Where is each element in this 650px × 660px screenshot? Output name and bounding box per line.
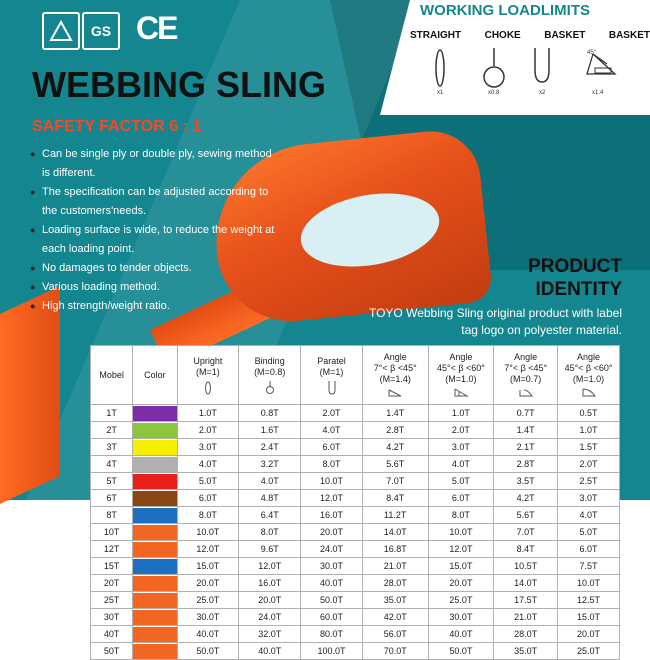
paratel-icon <box>327 381 337 395</box>
a2-cell: 8.0T <box>428 507 494 524</box>
angled-basket-sling-icon <box>585 46 625 90</box>
binding-cell: 20.0T <box>239 592 301 609</box>
a4-cell: 0.5T <box>558 405 620 422</box>
a1-cell: 1.4T <box>362 405 428 422</box>
a3-cell: 0.7T <box>494 405 558 422</box>
a1-cell: 42.0T <box>362 609 428 626</box>
feature-item: ● Loading surface is wide, to reduce the weight at each loading point. <box>32 221 282 259</box>
working-loadlimits-title: WORKING LOADLIMITS <box>420 2 590 19</box>
header-angle1 <box>362 346 428 405</box>
mode-label: BASKET <box>608 30 650 41</box>
binding-cell: 2.4T <box>239 439 301 456</box>
table-row <box>91 558 620 575</box>
header-binding <box>239 346 301 405</box>
color-swatch <box>133 593 176 608</box>
angle-basket-icon <box>581 388 597 398</box>
warning-triangle-icon <box>49 20 73 42</box>
feature-item: ● Various loading method. <box>32 278 282 297</box>
upright-cell: 30.0T <box>177 609 239 626</box>
header-angle4-m: (M=1.0) <box>572 374 605 384</box>
a3-cell: 8.4T <box>494 541 558 558</box>
paratel-cell: 10.0T <box>301 473 363 490</box>
upright-icon <box>203 381 213 395</box>
paratel-cell: 30.0T <box>301 558 363 575</box>
color-cell <box>133 541 177 558</box>
header-angle2-range: 45°< β <60° <box>436 363 485 373</box>
product-identity-description: TOYO Webbing Sling original product with label tag logo on polyester material. <box>368 306 622 337</box>
a1-cell: 4.2T <box>362 439 428 456</box>
header-angle3-m: (M=0.7) <box>510 374 542 384</box>
model-cell: 25T <box>91 592 133 609</box>
header-angle2 <box>428 346 494 405</box>
color-swatch <box>133 644 176 659</box>
a1-cell: 8.4T <box>362 490 428 507</box>
a4-cell: 15.0T <box>558 609 620 626</box>
upright-cell: 1.0T <box>177 405 239 422</box>
color-swatch <box>133 457 176 472</box>
choke-sling-icon <box>482 46 506 90</box>
mode-label: BASKET <box>544 30 586 41</box>
color-swatch <box>133 423 176 438</box>
header-angle1-m: (M=1.4) <box>379 374 411 384</box>
binding-cell: 16.0T <box>239 575 301 592</box>
table-row <box>91 490 620 507</box>
header-angle1-range: 7°< β <45° <box>373 363 417 373</box>
a3-cell: 14.0T <box>494 575 558 592</box>
color-cell <box>133 507 177 524</box>
header-angle3-range: 7°< β <45° <box>504 363 548 373</box>
loadlimit-modes <box>410 30 650 41</box>
angle-hitch-icon <box>387 388 403 398</box>
table-row <box>91 439 620 456</box>
table-row <box>91 422 620 439</box>
factor-label: x1 <box>437 90 444 96</box>
a4-cell: 12.5T <box>558 592 620 609</box>
a2-cell: 4.0T <box>428 456 494 473</box>
upright-cell: 15.0T <box>177 558 239 575</box>
binding-icon <box>265 381 275 395</box>
a3-cell: 2.8T <box>494 456 558 473</box>
table-header-row <box>91 346 620 405</box>
feature-item: ● Can be single ply or double ply, sewing method is different. <box>32 145 282 183</box>
upright-cell: 12.0T <box>177 541 239 558</box>
model-cell: 50T <box>91 643 133 660</box>
upright-cell: 25.0T <box>177 592 239 609</box>
a4-cell: 4.0T <box>558 507 620 524</box>
upright-cell: 4.0T <box>177 456 239 473</box>
paratel-cell: 8.0T <box>301 456 363 473</box>
binding-cell: 12.0T <box>239 558 301 575</box>
upright-cell: 5.0T <box>177 473 239 490</box>
upright-cell: 20.0T <box>177 575 239 592</box>
color-swatch <box>133 440 176 455</box>
header-upright <box>177 346 239 405</box>
a1-cell: 5.6T <box>362 456 428 473</box>
color-cell <box>133 558 177 575</box>
binding-cell: 9.6T <box>239 541 301 558</box>
a4-cell: 10.0T <box>558 575 620 592</box>
binding-cell: 4.0T <box>239 473 301 490</box>
color-swatch <box>133 610 176 625</box>
color-swatch <box>133 525 176 540</box>
table-row <box>91 643 620 660</box>
a3-cell: 17.5T <box>494 592 558 609</box>
model-cell: 15T <box>91 558 133 575</box>
color-swatch <box>133 627 176 642</box>
upright-cell: 40.0T <box>177 626 239 643</box>
a1-cell: 7.0T <box>362 473 428 490</box>
angle-label: 45° <box>587 50 597 56</box>
binding-cell: 4.8T <box>239 490 301 507</box>
certification-logo <box>42 12 80 50</box>
header-upright-m: (M=1) <box>196 366 220 377</box>
model-cell: 10T <box>91 524 133 541</box>
color-cell <box>133 609 177 626</box>
color-swatch <box>133 406 176 421</box>
binding-cell: 8.0T <box>239 524 301 541</box>
paratel-cell: 6.0T <box>301 439 363 456</box>
a1-cell: 28.0T <box>362 575 428 592</box>
specification-table <box>90 345 620 660</box>
a3-cell: 5.6T <box>494 507 558 524</box>
a2-cell: 10.0T <box>428 524 494 541</box>
table-row <box>91 473 620 490</box>
factor-label: x0.8 <box>488 90 500 96</box>
safety-factor: SAFETY FACTOR 6 : 1 <box>32 118 202 135</box>
table-row <box>91 609 620 626</box>
basket-sling-icon <box>530 46 554 90</box>
a3-cell: 4.2T <box>494 490 558 507</box>
paratel-cell: 20.0T <box>301 524 363 541</box>
header-angle4-range: 45°< β <60° <box>564 363 613 373</box>
a3-cell: 10.5T <box>494 558 558 575</box>
binding-cell: 1.6T <box>239 422 301 439</box>
header-binding-label: Binding <box>254 355 285 366</box>
a2-cell: 25.0T <box>428 592 494 609</box>
feature-item: ● High strength/weight ratio. <box>32 297 282 316</box>
a1-cell: 2.8T <box>362 422 428 439</box>
a3-cell: 3.5T <box>494 473 558 490</box>
paratel-cell: 100.0T <box>301 643 363 660</box>
a2-cell: 40.0T <box>428 626 494 643</box>
a2-cell: 50.0T <box>428 643 494 660</box>
angle-basket-icon <box>518 388 534 398</box>
header-paratel-m: (M=1) <box>319 366 344 377</box>
product-identity-title <box>470 255 622 301</box>
table-row <box>91 592 620 609</box>
color-cell <box>133 524 177 541</box>
model-cell: 2T <box>91 422 133 439</box>
feature-list <box>32 145 282 316</box>
table-row <box>91 405 620 422</box>
paratel-cell: 2.0T <box>301 405 363 422</box>
mode-label: CHOKE <box>484 30 521 41</box>
a4-cell: 1.5T <box>558 439 620 456</box>
model-cell: 40T <box>91 626 133 643</box>
a2-cell: 6.0T <box>428 490 494 507</box>
paratel-cell: 80.0T <box>301 626 363 643</box>
model-cell: 12T <box>91 541 133 558</box>
product-identity-line1: PRODUCT <box>528 256 622 277</box>
a4-cell: 25.0T <box>558 643 620 660</box>
a4-cell: 7.5T <box>558 558 620 575</box>
header-paratel-label: Paratel <box>317 355 346 366</box>
table-row <box>91 575 620 592</box>
factor-label: x2 <box>539 90 546 96</box>
a1-cell: 14.0T <box>362 524 428 541</box>
a2-cell: 12.0T <box>428 541 494 558</box>
a4-cell: 2.0T <box>558 456 620 473</box>
table-row <box>91 626 620 643</box>
header-angle3-label: Angle <box>514 352 538 362</box>
color-swatch <box>133 559 176 574</box>
paratel-cell: 4.0T <box>301 422 363 439</box>
straight-sling-icon <box>430 46 450 90</box>
a1-cell: 56.0T <box>362 626 428 643</box>
model-cell: 4T <box>91 456 133 473</box>
upright-cell: 6.0T <box>177 490 239 507</box>
product-identity-line2: IDENTITY <box>535 279 622 300</box>
a1-cell: 70.0T <box>362 643 428 660</box>
paratel-cell: 12.0T <box>301 490 363 507</box>
page-title: WEBBING SLING <box>32 64 326 105</box>
model-cell: 3T <box>91 439 133 456</box>
a2-cell: 20.0T <box>428 575 494 592</box>
color-cell <box>133 643 177 660</box>
upright-cell: 2.0T <box>177 422 239 439</box>
table-row <box>91 524 620 541</box>
a2-cell: 1.0T <box>428 405 494 422</box>
color-cell <box>133 439 177 456</box>
a1-cell: 16.8T <box>362 541 428 558</box>
upright-cell: 50.0T <box>177 643 239 660</box>
model-cell: 1T <box>91 405 133 422</box>
header-angle4 <box>558 346 620 405</box>
a2-cell: 15.0T <box>428 558 494 575</box>
color-cell <box>133 456 177 473</box>
a3-cell: 2.1T <box>494 439 558 456</box>
a3-cell: 1.4T <box>494 422 558 439</box>
table-row <box>91 507 620 524</box>
a3-cell: 28.0T <box>494 626 558 643</box>
header-angle3 <box>494 346 558 405</box>
color-swatch <box>133 542 176 557</box>
model-cell: 8T <box>91 507 133 524</box>
header-paratel <box>301 346 363 405</box>
color-swatch <box>133 576 176 591</box>
a1-cell: 35.0T <box>362 592 428 609</box>
paratel-cell: 16.0T <box>301 507 363 524</box>
header-model: Mobel <box>91 346 133 405</box>
color-cell <box>133 592 177 609</box>
binding-cell: 6.4T <box>239 507 301 524</box>
gs-logo: GS <box>82 12 120 50</box>
a1-cell: 11.2T <box>362 507 428 524</box>
color-swatch <box>133 508 176 523</box>
angle-hitch-icon <box>453 388 469 398</box>
binding-cell: 24.0T <box>239 609 301 626</box>
binding-cell: 0.8T <box>239 405 301 422</box>
feature-item: ● The specification can be adjusted according to the customers'needs. <box>32 183 282 221</box>
color-cell <box>133 575 177 592</box>
a2-cell: 3.0T <box>428 439 494 456</box>
model-cell: 5T <box>91 473 133 490</box>
model-cell: 20T <box>91 575 133 592</box>
sling-tail-image <box>0 286 60 504</box>
color-cell <box>133 473 177 490</box>
a3-cell: 21.0T <box>494 609 558 626</box>
a2-cell: 2.0T <box>428 422 494 439</box>
header-angle2-m: (M=1.0) <box>445 374 477 384</box>
a4-cell: 1.0T <box>558 422 620 439</box>
paratel-cell: 60.0T <box>301 609 363 626</box>
upright-cell: 8.0T <box>177 507 239 524</box>
upright-cell: 3.0T <box>177 439 239 456</box>
feature-item: ● No damages to tender objects. <box>32 259 282 278</box>
binding-cell: 3.2T <box>239 456 301 473</box>
color-cell <box>133 422 177 439</box>
color-cell <box>133 405 177 422</box>
a3-cell: 7.0T <box>494 524 558 541</box>
color-swatch <box>133 491 176 506</box>
binding-cell: 32.0T <box>239 626 301 643</box>
header-upright-label: Upright <box>193 355 223 366</box>
model-cell: 6T <box>91 490 133 507</box>
specification-table-body <box>91 405 620 660</box>
binding-cell: 40.0T <box>239 643 301 660</box>
factor-label: x1.4 <box>592 90 604 96</box>
a4-cell: 6.0T <box>558 541 620 558</box>
a2-cell: 5.0T <box>428 473 494 490</box>
color-swatch <box>133 474 176 489</box>
header-binding-m: (M=0.8) <box>254 366 286 377</box>
model-cell: 30T <box>91 609 133 626</box>
upright-cell: 10.0T <box>177 524 239 541</box>
table-row <box>91 456 620 473</box>
a4-cell: 5.0T <box>558 524 620 541</box>
a4-cell: 3.0T <box>558 490 620 507</box>
header-color: Color <box>133 346 177 405</box>
a1-cell: 21.0T <box>362 558 428 575</box>
mode-label: STRAIGHT <box>410 30 462 41</box>
header-angle2-label: Angle <box>449 352 473 362</box>
color-cell <box>133 626 177 643</box>
paratel-cell: 40.0T <box>301 575 363 592</box>
header-angle1-label: Angle <box>383 352 407 362</box>
a4-cell: 2.5T <box>558 473 620 490</box>
paratel-cell: 24.0T <box>301 541 363 558</box>
header-angle4-label: Angle <box>577 352 601 362</box>
ce-logo: CE <box>136 10 177 46</box>
color-cell <box>133 490 177 507</box>
paratel-cell: 50.0T <box>301 592 363 609</box>
a3-cell: 35.0T <box>494 643 558 660</box>
a2-cell: 30.0T <box>428 609 494 626</box>
a4-cell: 20.0T <box>558 626 620 643</box>
table-row <box>91 541 620 558</box>
